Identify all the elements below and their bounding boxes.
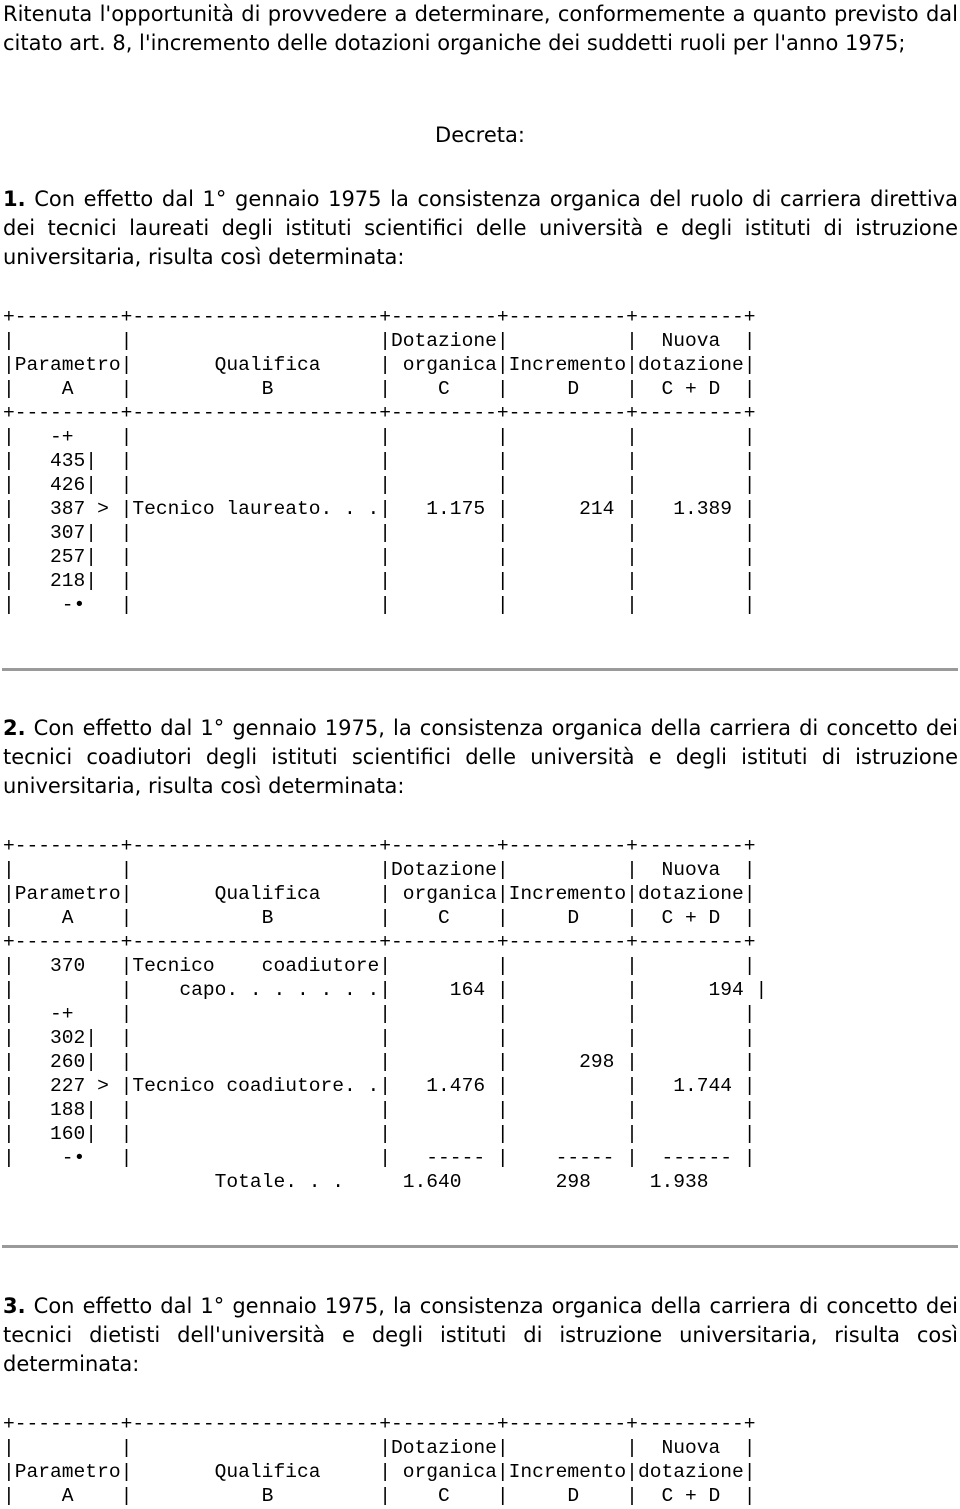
section-1-text: Con effetto dal 1° gennaio 1975 la consistenza organica del ruolo di carriera direttiva dei tecnici laureati degli istituti scientifici delle università e degli istituti di istruzione universitaria, risulta così determinata: [3,187,958,269]
section-1-number: 1. [3,187,26,211]
section-3-table: +---------+---------------------+---------+----------+---------+ | | |Dotazione| | Nuova | |Parametro| Qualifica | organica|Incremento|dotazione| | A | B | C | D | C + D | [3,1413,756,1507]
section-2-text: Con effetto dal 1° gennaio 1975, la consistenza organica della carriera di concetto dei tecnici coadiutori degli istituti scientifici delle università e degli istituti di istruzione universitaria, risulta così determinata: [3,716,958,798]
intro-paragraph: Ritenuta l'opportunità di provvedere a determinare, conformemente a quanto previsto dal citato art. 8, l'incremento delle dotazioni organiche dei suddetti ruoli per l'anno 1975; [3,2,958,55]
section-2-paragraph [3,714,958,801]
section-3-paragraph [3,1292,958,1379]
section-3-text: Con effetto dal 1° gennaio 1975, la consistenza organica della carriera di concetto dei tecnici dietisti dell'università e degli istituti di istruzione universitaria, risulta così determinata: [3,1294,958,1376]
decreta-heading: Decreta: [435,123,525,147]
section-3-number: 3. [3,1294,26,1318]
section-divider-1 [2,668,958,671]
section-1-paragraph [3,185,958,272]
section-2-number: 2. [3,716,26,740]
section-1-table: +---------+---------------------+---------+----------+---------+ | | |Dotazione| | Nuova | |Parametro| Qualifica | organica|Incremento|dotazione| | A | B | C | D | C + D | +---------+---------------------+---------+----------+---------+ | -+ | | | | | | 435| | | | | | | 426| | | | | | | 387 > |Tecnico laureato. . .| 1.175 | 214 | 1.389 | | 307| | | | | | | 257| | | | | | | 218| | | | | | | -• | | | | | [3,306,756,616]
section-divider-2 [2,1245,958,1248]
section-2-table: +---------+---------------------+---------+----------+---------+ | | |Dotazione| | Nuova | |Parametro| Qualifica | organica|Incremento|dotazione| | A | B | C | D | C + D | +---------+---------------------+---------+----------+---------+ | 370 |Tecnico coadiutore| | | | | | capo. . . . . . .| 164 | | 194 | | -+ | | | | | | 302| | | | | | | 260| | | | 298 | | | 227 > |Tecnico coadiutore. .| 1.476 | | 1.744 | | 188| | | | | | | 160| | | | | | | -• | | ----- | ----- | ------ | Totale. . . 1.640 298 1.938 [3,835,768,1193]
